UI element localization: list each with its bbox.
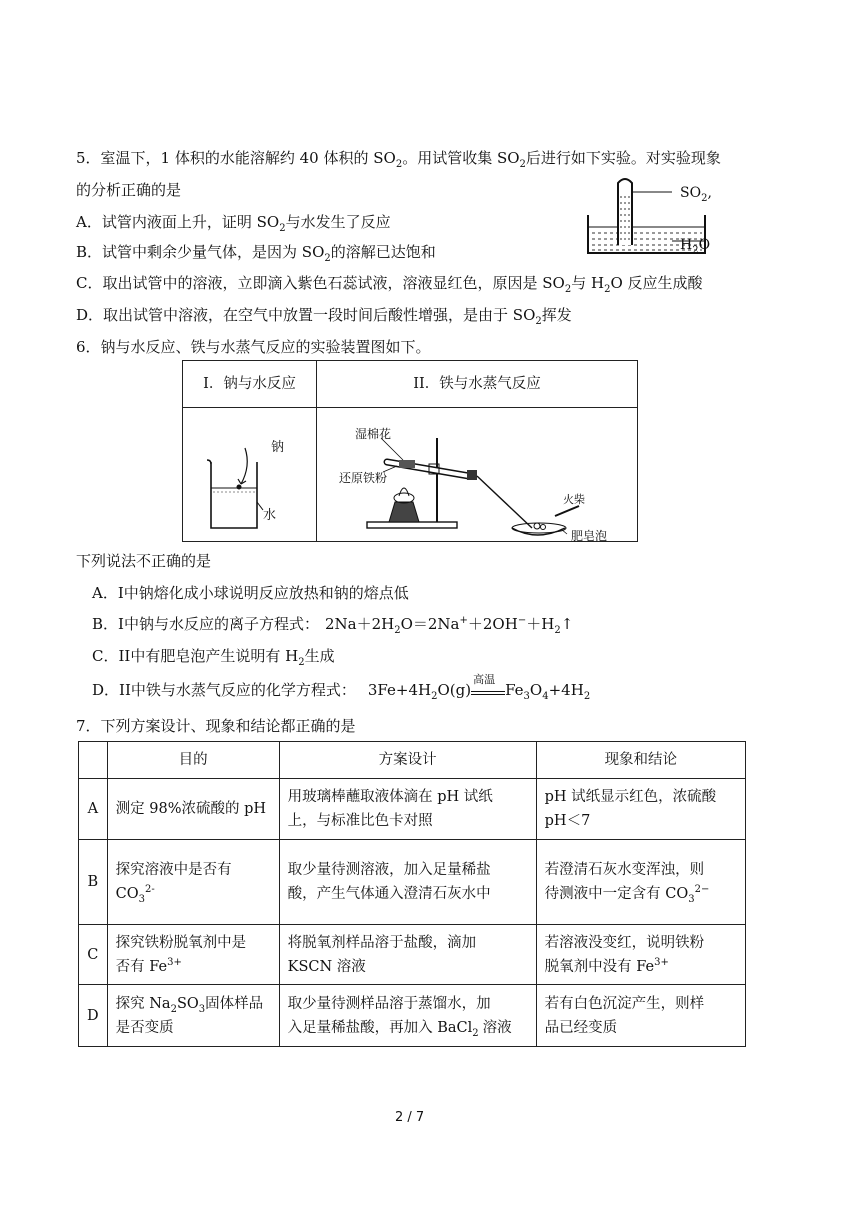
q6-option-d: D．II中铁与水蒸气反应的化学方程式： $3Fe+4H_2O(g)$ 高温 $Fe_3O_4+4H_2$ bbox=[92, 673, 591, 702]
q6-option-b: B．I中钠与水反应的离子方程式： $2Na+2H_2O=2Na^++2OH^-+H_2↑$ bbox=[92, 615, 574, 636]
q6-head-sodium: I．钠与水反应 bbox=[183, 361, 317, 408]
row-key: B bbox=[79, 840, 108, 925]
row-key: A bbox=[79, 779, 108, 840]
q5-label-so2: $SO_2$, bbox=[680, 185, 712, 204]
q5-stem-line1: 5．室温下，1 体积的水能溶解约 40 体积的 $SO_2$。用试管收集 $SO_2$后进行如下实验。对实验现象 bbox=[76, 149, 721, 170]
row-purpose: 测定 98%浓硫酸的 pH bbox=[107, 779, 279, 840]
label-wet-cotton: 湿棉花 bbox=[355, 427, 392, 441]
label-iron-powder: 还原铁粉 bbox=[339, 471, 388, 485]
q5-option-c: C．取出试管中的溶液，立即滴入紫色石蕊试液，溶液显红色，原因是 $SO_2$与 $H_2O$ 反应生成酸 bbox=[76, 274, 703, 295]
row-key: D bbox=[79, 985, 108, 1047]
row-result: 若澄清石灰水变浑浊，则 待测液中一定含有 $CO_3^{2-}$ bbox=[536, 840, 745, 925]
q5-label-h2o: $H_2O$ bbox=[680, 237, 711, 256]
q5-option-b: B．试管中剩余少量气体，是因为 $SO_2$的溶解已达饱和 bbox=[76, 243, 436, 264]
q7-head-purpose: 目的 bbox=[107, 742, 279, 779]
q6-stem: 6．钠与水反应、铁与水蒸气反应的实验装置图如下。 bbox=[76, 338, 431, 356]
label-match: 火柴 bbox=[563, 493, 585, 506]
table-row bbox=[79, 779, 746, 840]
row-result: pH 试纸显示红色，浓硫酸 pH＜7 bbox=[536, 779, 745, 840]
reaction-condition-arrow: 高温 bbox=[471, 682, 505, 695]
table-row bbox=[79, 985, 746, 1047]
beaker-figure bbox=[183, 410, 301, 540]
q7-head-blank bbox=[79, 742, 108, 779]
row-purpose: 探究铁粉脱氧剂中是 否有 $Fe^{3+}$ bbox=[107, 925, 279, 985]
q6-apparatus-table bbox=[182, 360, 638, 542]
row-design: 取少量待测溶液，加入足量稀盐 酸，产生气体通入澄清石灰水中 bbox=[279, 840, 536, 925]
q5-option-d: D．取出试管中溶液，在空气中放置一段时间后酸性增强，是由于 $SO_2$挥发 bbox=[76, 306, 572, 327]
row-key: C bbox=[79, 925, 108, 985]
q6-option-a: A．I中钠熔化成小球说明反应放热和钠的熔点低 bbox=[92, 584, 409, 602]
q6-option-c: C．II中有肥皂泡产生说明有 $H_2$生成 bbox=[92, 647, 335, 668]
table-row bbox=[79, 925, 746, 985]
label-water: 水 bbox=[263, 508, 277, 523]
label-soap-bubble: 肥皂泡 bbox=[571, 529, 608, 543]
table-row bbox=[79, 840, 746, 925]
q7-head-design: 方案设计 bbox=[279, 742, 536, 779]
q6-fig-sodium-cell bbox=[183, 408, 317, 542]
row-result: 若有白色沉淀产生，则样 品已经变质 bbox=[536, 985, 745, 1047]
row-purpose: 探究 $Na_2SO_3$固体样品 是否变质 bbox=[107, 985, 279, 1047]
q5-option-a: A．试管内液面上升，证明 $SO_2$与水发生了反应 bbox=[76, 213, 391, 234]
q7-table bbox=[78, 741, 746, 1047]
q7-stem: 7．下列方案设计、现象和结论都正确的是 bbox=[76, 717, 356, 735]
label-sodium: 钠 bbox=[271, 440, 285, 455]
q6-head-iron: II．铁与水蒸气反应 bbox=[317, 361, 638, 408]
row-design: 用玻璃棒蘸取液体滴在 pH 试纸 上，与标准比色卡对照 bbox=[279, 779, 536, 840]
q7-head-result: 现象和结论 bbox=[536, 742, 745, 779]
q6-fig-iron-cell bbox=[317, 408, 638, 542]
row-result: 若溶液没变红，说明铁粉 脱氧剂中没有 $Fe^{3+}$ bbox=[536, 925, 745, 985]
row-purpose: 探究溶液中是否有 $CO_3^{2-}$ bbox=[107, 840, 279, 925]
page-number: 2 / 7 bbox=[395, 1110, 425, 1125]
row-design: 取少量待测样品溶于蒸馏水，加 入足量稀盐酸，再加入 BaCl$_2$ 溶液 bbox=[279, 985, 536, 1047]
q5-stem-line2: 的分析正确的是 bbox=[76, 181, 182, 199]
q6-prompt: 下列说法不正确的是 bbox=[76, 552, 212, 570]
row-design: 将脱氧剂样品溶于盐酸，滴加 KSCN 溶液 bbox=[279, 925, 536, 985]
